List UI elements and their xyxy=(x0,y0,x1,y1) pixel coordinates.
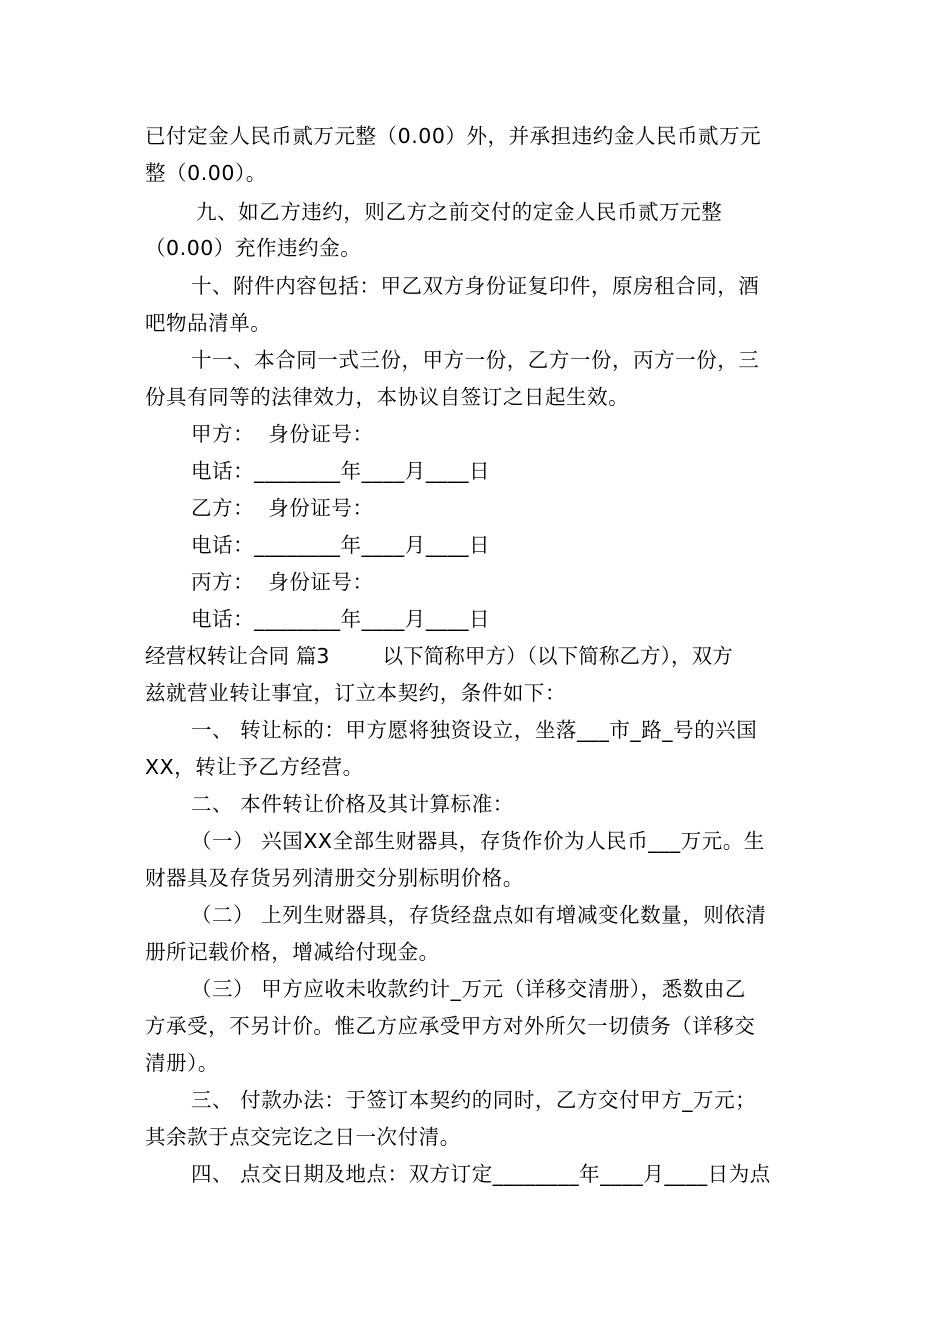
section-heading-line: 经营权转让合同 篇3 以下简称甲方）（以下简称乙方），双方 xyxy=(145,644,733,668)
text-line: 册所记载价格，增减给付现金。 xyxy=(145,940,440,964)
text-line: 财器具及存货另列清册交分别标明价格。 xyxy=(145,866,524,890)
text-line: 九、如乙方违约，则乙方之前交付的定金人民币贰万元整 xyxy=(196,200,723,224)
text-line: 十、附件内容包括：甲乙双方身份证复印件，原房租合同，酒 xyxy=(191,274,760,298)
text-line: 整（0.00）。 xyxy=(145,161,267,185)
signature-date-line: 电话：________年____月____日 xyxy=(191,459,491,483)
signature-date-line: 电话：________年____月____日 xyxy=(191,607,491,631)
text-line: （二） 上列生财器具，存货经盘点如有增减变化数量，则依清 xyxy=(191,903,767,927)
signature-party-line: 丙方： 身份证号： xyxy=(191,570,374,594)
text-line: 份具有同等的法律效力，本协议自签订之日起生效。 xyxy=(145,385,630,409)
text-line: 已付定金人民币贰万元整（0.00）外，并承担违约金人民币贰万元 xyxy=(145,124,762,148)
text-line: 方承受，不另计价。惟乙方应承受甲方对外所欠一切债务（详移交 xyxy=(145,1014,756,1038)
text-line: 一、 转让标的：甲方愿将独资设立，坐落___市_路_号的兴国 xyxy=(191,718,758,742)
text-line: 清册）。 xyxy=(145,1051,219,1075)
signature-party-line: 乙方： 身份证号： xyxy=(191,496,374,520)
text-line: XX，转让予乙方经营。 xyxy=(145,755,364,779)
text-line: 三、 付款办法：于签订本契约的同时，乙方交付甲方_万元； xyxy=(191,1088,757,1112)
text-line: 吧物品清单。 xyxy=(145,311,272,335)
text-line: 四、 点交日期及地点：双方订定________年____月____日为点 xyxy=(191,1162,771,1186)
text-line: 兹就营业转让事宜，订立本契约，条件如下： xyxy=(145,681,566,705)
signature-party-line: 甲方： 身份证号： xyxy=(191,422,374,446)
signature-date-line: 电话：________年____月____日 xyxy=(191,533,491,557)
text-line: 二、 本件转让价格及其计算标准： xyxy=(191,792,514,816)
text-line: 十一、本合同一式三份，甲方一份，乙方一份，丙方一份，三 xyxy=(191,348,760,372)
text-line: （0.00）充作违约金。 xyxy=(145,236,362,260)
text-line: 其余款于点交完讫之日一次付清。 xyxy=(145,1125,461,1149)
text-line: （三） 甲方应收未收款约计_万元（详移交清册），悉数由乙 xyxy=(191,977,746,1001)
text-line: （一） 兴国XX全部生财器具，存货作价为人民币___万元。生 xyxy=(191,829,765,853)
